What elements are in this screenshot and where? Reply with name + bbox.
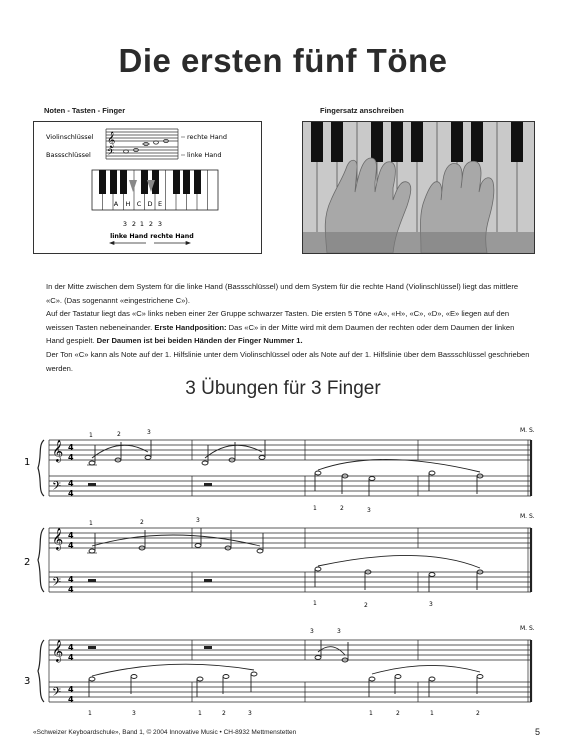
notes-keys-diagram [33,121,262,254]
finger-number: 2 [148,220,154,228]
svg-text:1: 1 [198,710,202,717]
hands-photo-illustration [303,122,534,253]
svg-text:2: 2 [222,710,226,717]
hand-direction-arrows [110,242,190,245]
svg-text:3: 3 [310,628,314,635]
paragraph-2 [46,307,534,348]
svg-text:3: 3 [132,710,136,717]
exercise-number: 1 [24,457,31,468]
svg-text:3: 3 [337,628,341,635]
treble-clef-icon: 𝄞 [107,132,116,148]
key-letter: A [113,200,119,208]
svg-text:1: 1 [313,505,317,512]
key-letter: D [147,200,153,208]
paragraph-3: Der Ton «C» kann als Note auf der 1. Hilfslinie unter dem Violinschlüssel oder als Note auf der 1. Hilfslinie über dem Bassschlüssel geschrieben werden. [46,349,530,373]
svg-text:4: 4 [68,531,74,540]
svg-text:4: 4 [68,541,74,550]
bass-clef-icon: 𝄢 [52,480,62,496]
paragraph-2b: Erste Handposition: [154,322,227,332]
svg-text:4: 4 [68,685,74,694]
left-hand-label: linke Hand [187,151,222,159]
svg-text:4: 4 [68,575,74,584]
svg-text:3: 3 [367,507,371,514]
svg-text:2: 2 [476,710,480,717]
svg-text:3: 3 [429,601,433,608]
finger-number: 2 [131,220,137,228]
treble-clef-icon: 𝄞 [52,640,64,662]
svg-text:3: 3 [196,517,200,524]
composer-credit: M. S. [520,427,535,434]
lh-arrow-label: linke Hand [110,233,148,240]
exercise-number: 3 [24,676,31,687]
svg-text:4: 4 [68,585,74,594]
rh-arrow-label: rechte Hand [150,233,194,240]
svg-text:3: 3 [248,710,252,717]
brace-icon [38,440,44,496]
diagram-svg [34,122,261,253]
exercise-number: 2 [24,557,31,568]
bass-clef-icon: 𝄢 [52,686,62,702]
footer-copyright: «Schweizer Keyboardschule», Band 1, © 2004 Innovative Music • CH-8932 Mettmenstetten [33,729,297,736]
svg-text:2: 2 [364,602,368,609]
exercise-3 [24,625,535,717]
svg-text:1: 1 [430,710,434,717]
page-title: Die ersten fünf Töne [118,42,448,79]
svg-text:1: 1 [88,710,92,717]
hands-on-keys-photo [302,121,535,254]
svg-text:3: 3 [147,429,151,436]
key-letter: H [125,200,131,208]
brace-icon [38,528,44,592]
svg-text:2: 2 [117,431,121,438]
paragraph-2d: Der Daumen ist bei beiden Händen der Finger Nummer 1. [96,336,303,346]
svg-text:4: 4 [68,643,74,652]
key-letter: C [136,200,142,208]
svg-text:2: 2 [140,519,144,526]
page-number: 5 [534,727,540,737]
bass-clef-icon: 𝄢 [107,147,115,160]
svg-text:1: 1 [89,520,93,527]
svg-text:2: 2 [396,710,400,717]
treble-clef-icon: 𝄞 [52,528,64,550]
instruction-text [46,280,534,375]
key-letter: E [157,200,163,208]
brace-icon [38,640,44,702]
paragraph-1: In der Mitte zwischen dem System für die linke Hand (Bassschlüssel) und dem System für die rechte Hand (Violinschlüssel) liegt das mittlere «C». (Das sogenannt «eingestrichene C»). [46,282,519,305]
keyboard-diagram [92,170,218,210]
right-hand-label: rechte Hand [187,133,227,141]
time-signature: 4 [68,443,74,452]
bass-clef-icon: 𝄢 [52,576,62,592]
finger-number: 1 [139,220,145,228]
bass-clef-label: Bassschlüssel [46,151,91,159]
svg-text:4: 4 [68,653,74,662]
exercises-heading: 3 Übungen für 3 Finger [185,378,381,399]
svg-text:4: 4 [68,489,74,498]
svg-text:1: 1 [89,432,93,439]
svg-text:4: 4 [68,453,74,462]
exercise-2 [24,513,535,609]
photo-caption: Fingersatz anschreiben [320,106,404,115]
svg-text:1: 1 [313,600,317,607]
diagram-caption: Noten - Tasten - Finger [44,106,126,115]
paragraph-2c: Das «C» in der Mitte wird mit dem Daumen der rechten oder dem Daumen der linken Hand gespielt. [46,322,515,346]
treble-clef-icon: 𝄞 [52,440,64,462]
composer-credit: M. S. [520,625,535,632]
finger-number: 3 [157,220,163,228]
svg-text:4: 4 [68,695,74,704]
svg-text:2: 2 [340,505,344,512]
exercise-1 [24,427,535,514]
finger-number: 3 [122,220,128,228]
violin-clef-label: Violinschlüssel [46,133,94,141]
svg-text:1: 1 [369,710,373,717]
svg-text:4: 4 [68,479,74,488]
music-exercises [0,400,566,730]
composer-credit: M. S. [520,513,535,520]
notes [87,440,483,496]
paragraph-2a: Auf der Tastatur liegt das «C» links neben einer 2er Gruppe schwarzer Tasten. Die ersten 5 Töne «A», «H», «C», «D», «E» liegen auf den weissen Tasten nebeneinander. [46,309,510,332]
